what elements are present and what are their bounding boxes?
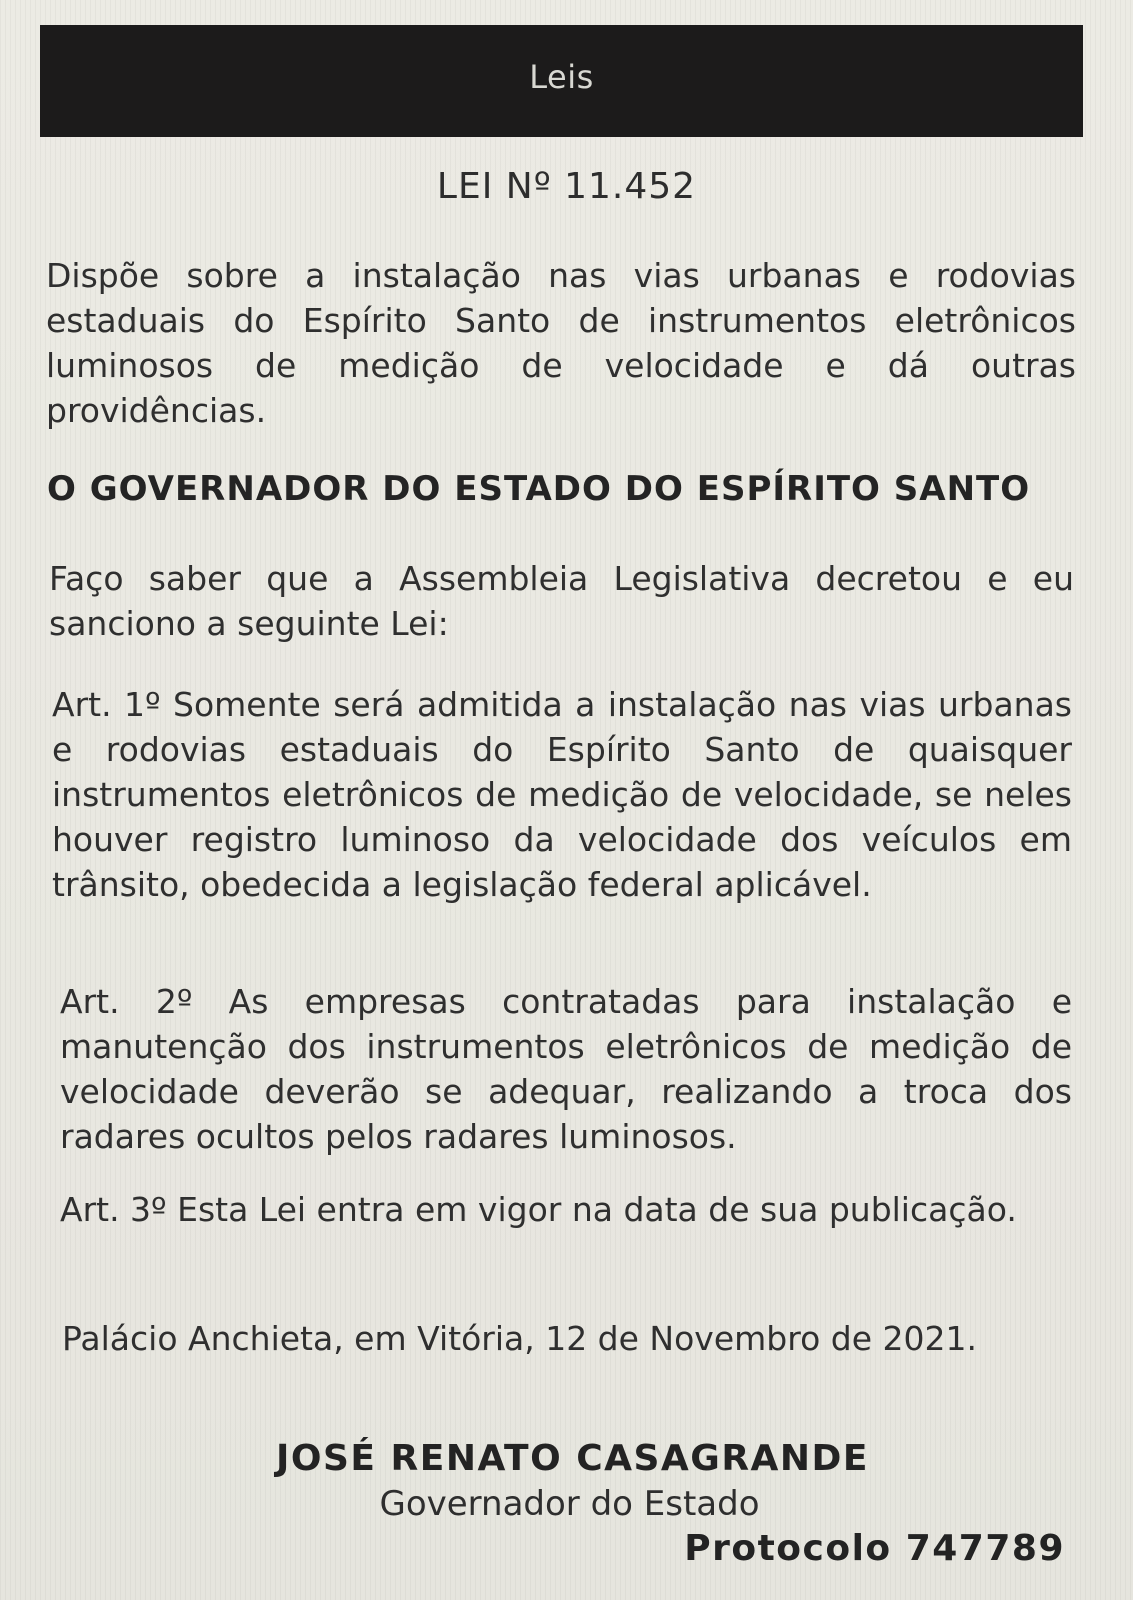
section-header-title: Leis <box>529 58 594 96</box>
signer-name: JOSÉ RENATO CASAGRANDE <box>275 1438 870 1479</box>
law-number: LEI Nº 11.452 <box>436 166 697 207</box>
article-2: Art. 2º As empresas contratadas para instalação e manutenção dos instrumentos eletrônicos de medição de velocidade deverão se adequar, realizando a troca dos radares ocultos pelos radares luminosos. <box>60 982 1072 1156</box>
article-1: Art. 1º Somente será admitida a instalação nas vias urbanas e rodovias estaduais do Espírito Santo de quaisquer instrumentos eletrônicos de medição de velocidade, se neles houver registro luminoso da velocidade dos veículos em trânsito, obedecida a legislação federal aplicável. <box>52 685 1072 904</box>
signer-role: Governador do Estado <box>379 1484 760 1524</box>
enactment-clause: Faço saber que a Assembleia Legislativa decretou e eu sanciono a seguinte Lei: <box>49 559 1074 643</box>
place-and-date: Palácio Anchieta, em Vitória, 12 de Novembro de 2021. <box>62 1319 977 1358</box>
section-header-bar <box>40 25 1083 137</box>
protocol-number: Protocolo 747789 <box>684 1528 1065 1569</box>
law-summary: Dispõe sobre a instalação nas vias urbanas e rodovias estaduais do Espírito Santo de instrumentos eletrônicos luminosos de medição de velocidade e dá outras providências. <box>46 256 1076 430</box>
article-3: Art. 3º Esta Lei entra em vigor na data de sua publicação. <box>60 1190 1017 1229</box>
governor-title: O GOVERNADOR DO ESTADO DO ESPÍRITO SANTO <box>47 469 1031 509</box>
